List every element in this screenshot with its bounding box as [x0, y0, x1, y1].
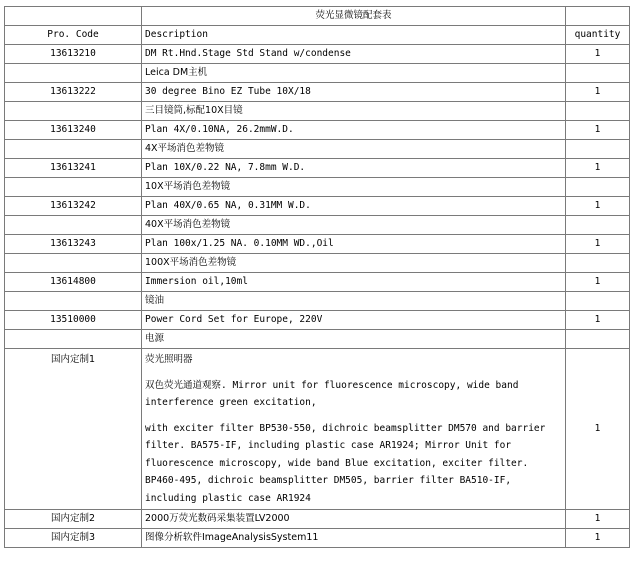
item-note-blank	[5, 254, 142, 273]
item-note-blank	[566, 140, 630, 159]
item-description: Plan 40X/0.65 NA, 0.31MM W.D.	[142, 197, 566, 216]
custom1-row	[5, 349, 630, 510]
item-note-blank	[566, 216, 630, 235]
item-note-blank	[566, 330, 630, 349]
item-note-blank	[5, 102, 142, 121]
title-blank-cell	[5, 7, 142, 26]
header-quantity: quantity	[566, 26, 630, 45]
item-note: 4X平场消色差物镜	[142, 140, 566, 159]
item-description: DM Rt.Hnd.Stage Std Stand w/condense	[142, 45, 566, 64]
item-note-blank	[566, 102, 630, 121]
item-quantity: 1	[566, 121, 630, 140]
item-quantity: 1	[566, 235, 630, 254]
item-row	[5, 121, 630, 140]
item-note: 100X平场消色差物镜	[142, 254, 566, 273]
item-note: 三目镜筒,标配10X目镜	[142, 102, 566, 121]
item-note-row	[5, 178, 630, 197]
item-row	[5, 83, 630, 102]
custom1-description	[142, 349, 566, 510]
custom1-code: 国内定制1	[5, 349, 142, 510]
item-quantity: 1	[566, 45, 630, 64]
table-title: 荧光显微镜配套表	[142, 7, 566, 26]
item-code: 13613241	[5, 159, 142, 178]
custom1-para2: with exciter filter BP530-550, dichroic beamsplitter DM570 and barrier filter. BA575-IF, including plastic case AR1924; Mirror Unit for fluorescence microscopy, wide band Blue excitation, exciter filter. BP460-495, dichroic beamsplitter DM505, barrier filter BA510-IF, including plastic case AR1924	[145, 422, 546, 504]
item-note-row	[5, 102, 630, 121]
header-code: Pro. Code	[5, 26, 142, 45]
item-note-blank	[566, 64, 630, 83]
item-note-blank	[5, 216, 142, 235]
item-note-blank	[5, 292, 142, 311]
custom1-quantity: 1	[566, 349, 630, 510]
item-code: 13613243	[5, 235, 142, 254]
item-note: 镜油	[142, 292, 566, 311]
custom2-description: 2000万荧光数码采集装置LV2000	[142, 510, 566, 529]
item-note-row	[5, 140, 630, 159]
item-code: 13613210	[5, 45, 142, 64]
item-code: 13613240	[5, 121, 142, 140]
header-description: Description	[142, 26, 566, 45]
item-description: Plan 100x/1.25 NA. 0.10MM WD.,Oil	[142, 235, 566, 254]
item-quantity: 1	[566, 197, 630, 216]
item-note-row	[5, 292, 630, 311]
custom1-name: 荧光照明器	[145, 354, 193, 365]
item-row	[5, 311, 630, 330]
item-note-blank	[5, 64, 142, 83]
item-description: Immersion oil,10ml	[142, 273, 566, 292]
item-quantity: 1	[566, 159, 630, 178]
item-row	[5, 197, 630, 216]
custom2-row	[5, 510, 630, 529]
item-note-row	[5, 330, 630, 349]
item-row	[5, 45, 630, 64]
item-description: Plan 10X/0.22 NA, 7.8mm W.D.	[142, 159, 566, 178]
custom2-quantity: 1	[566, 510, 630, 529]
custom2-code: 国内定制2	[5, 510, 142, 529]
item-rows	[5, 45, 630, 349]
item-row	[5, 159, 630, 178]
title-blank-cell	[566, 7, 630, 26]
item-code: 13613222	[5, 83, 142, 102]
header-row	[5, 26, 630, 45]
item-note-blank	[566, 292, 630, 311]
item-note-blank	[5, 140, 142, 159]
item-code: 13510000	[5, 311, 142, 330]
custom3-row	[5, 529, 630, 548]
item-note: 40X平场消色差物镜	[142, 216, 566, 235]
item-note: 10X平场消色差物镜	[142, 178, 566, 197]
custom3-code: 国内定制3	[5, 529, 142, 548]
custom3-quantity: 1	[566, 529, 630, 548]
item-row	[5, 273, 630, 292]
item-description: 30 degree Bino EZ Tube 10X/18	[142, 83, 566, 102]
item-description: Plan 4X/0.10NA, 26.2mmW.D.	[142, 121, 566, 140]
item-description: Power Cord Set for Europe, 220V	[142, 311, 566, 330]
item-quantity: 1	[566, 83, 630, 102]
item-note-blank	[5, 330, 142, 349]
custom1-para1: 双色荧光通道观察. Mirror unit for fluorescence microscopy, wide band interference green excitation,	[145, 379, 519, 408]
item-code: 13614800	[5, 273, 142, 292]
item-note-row	[5, 216, 630, 235]
item-note-blank	[5, 178, 142, 197]
item-note: Leica DM主机	[142, 64, 566, 83]
item-note: 电源	[142, 330, 566, 349]
title-row	[5, 7, 630, 26]
item-note-blank	[566, 254, 630, 273]
item-note-row	[5, 64, 630, 83]
item-row	[5, 235, 630, 254]
item-quantity: 1	[566, 273, 630, 292]
item-quantity: 1	[566, 311, 630, 330]
item-note-blank	[566, 178, 630, 197]
item-code: 13613242	[5, 197, 142, 216]
item-note-row	[5, 254, 630, 273]
custom3-description: 图像分析软件ImageAnalysisSystem11	[142, 529, 566, 548]
equipment-table	[4, 6, 630, 548]
